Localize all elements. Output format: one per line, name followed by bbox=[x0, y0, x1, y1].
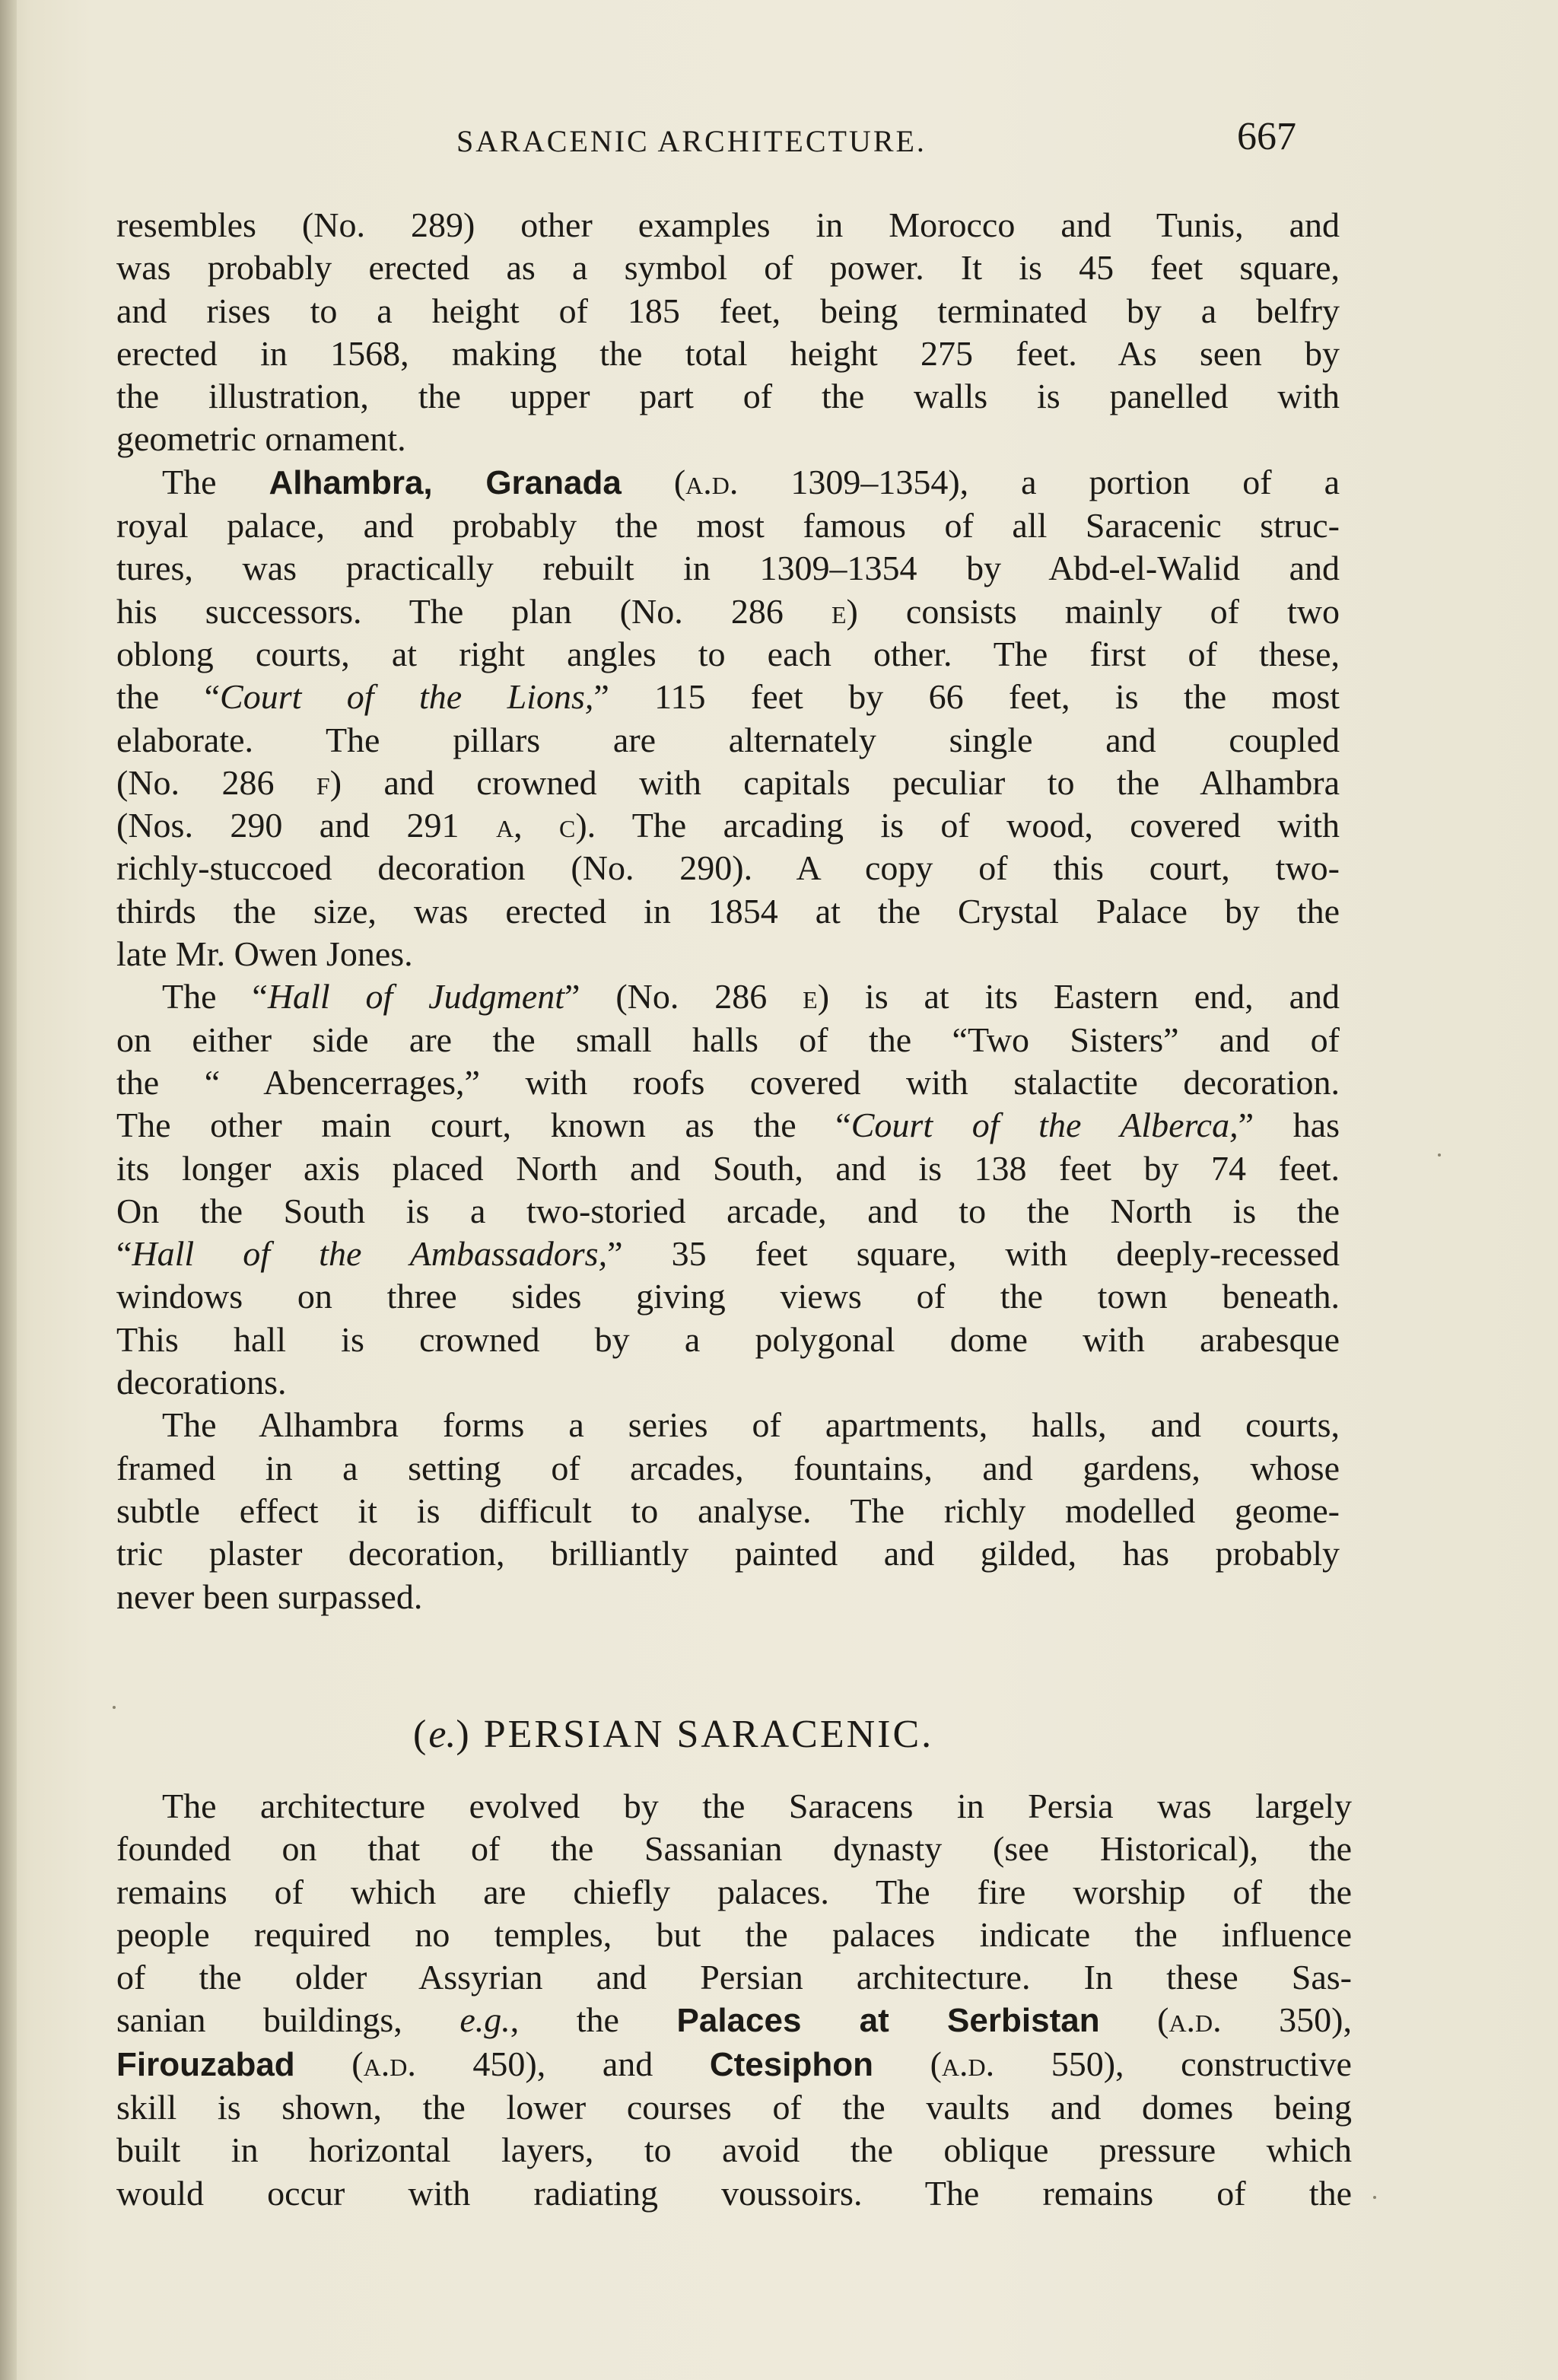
text-line: The other main court, known as the “Court of the Alberca,” has bbox=[116, 1106, 1340, 1145]
text-line: “Hall of the Ambassadors,” 35 feet square, with deeply-recessed bbox=[116, 1234, 1340, 1274]
text-line: richly-stuccoed decoration (No. 290). A copy of this court, two- bbox=[116, 848, 1340, 888]
text-line: the “ Abencerrages,” with roofs covered with stalactite decoration. bbox=[116, 1062, 1340, 1102]
text-line: The “Hall of Judgment” (No. 286 e) is at its Eastern end, and bbox=[162, 977, 1340, 1017]
running-head: SARACENIC ARCHITECTURE. bbox=[456, 124, 927, 158]
lower-text-block bbox=[116, 1785, 1352, 2215]
text-line: late Mr. Owen Jones. bbox=[116, 934, 413, 974]
text-line: remains of which are chiefly palaces. The fire worship of the bbox=[116, 1872, 1352, 1911]
text-line: oblong courts, at right angles to each other. The first of these, bbox=[116, 634, 1340, 673]
text-line: the illustration, the upper part of the walls is panelled with bbox=[116, 377, 1340, 416]
text-line: tric plaster decoration, brilliantly painted and gilded, has probably bbox=[116, 1534, 1340, 1573]
paper-speck bbox=[113, 1706, 116, 1709]
place-name: Palaces at Serbistan bbox=[676, 2002, 1100, 2040]
text-line: decorations. bbox=[116, 1363, 287, 1402]
place-name: Ctesiphon bbox=[709, 2045, 873, 2083]
text-line: This hall is crowned by a polygonal dome with arabesque bbox=[116, 1319, 1340, 1359]
text-line: subtle effect it is difficult to analyse. The richly modelled geome- bbox=[116, 1491, 1340, 1530]
text-line: (No. 286 f) and crowned with capitals peculiar to the Alhambra bbox=[116, 762, 1340, 802]
text-line: The architecture evolved by the Saracens in Persia was largely bbox=[162, 1787, 1352, 1825]
place-name: Firouzabad bbox=[116, 2045, 295, 2083]
text-line: elaborate. The pillars are alternately single and coupled bbox=[116, 720, 1340, 759]
paper-speck bbox=[1373, 2196, 1376, 2199]
text-line: Firouzabad (a.d. 450), and Ctesiphon (a.d. 550), constructive bbox=[116, 2044, 1352, 2083]
text-line: of the older Assyrian and Persian architecture. In these Sas- bbox=[116, 1958, 1352, 1997]
text-line: geometric ornament. bbox=[116, 419, 406, 459]
text-line: tures, was practically rebuilt in 1309–1354 by Abd-el-Walid and bbox=[116, 549, 1340, 588]
text-line: skill is shown, the lower courses of the vaults and domes being bbox=[116, 2088, 1352, 2127]
text-line: founded on that of the Sassanian dynasty (see Historical), the bbox=[116, 1829, 1352, 1869]
place-name: Alhambra, Granada bbox=[269, 463, 622, 501]
text-line: windows on three sides giving views of the town beneath. bbox=[116, 1277, 1340, 1316]
page-number: 667 bbox=[1237, 115, 1296, 158]
text-line: royal palace, and probably the most famous of all Saracenic struc- bbox=[116, 506, 1340, 546]
text-line: sanian buildings, e.g., the Palaces at Serbistan (a.d. 350), bbox=[116, 2000, 1353, 2040]
text-line: never been surpassed. bbox=[116, 1577, 423, 1616]
text-line: framed in a setting of arcades, fountains, and gardens, whose bbox=[116, 1448, 1340, 1488]
paper-speck bbox=[1438, 1153, 1441, 1157]
text-line: on either side are the small halls of the “Two Sisters” and of bbox=[116, 1020, 1340, 1059]
text-line: the “Court of the Lions,” 115 feet by 66 feet, is the most bbox=[116, 677, 1340, 717]
text-line: people required no temples, but the palaces indicate the influence bbox=[116, 1914, 1352, 1954]
text-line: built in horizontal layers, to avoid the oblique pressure which bbox=[116, 2130, 1352, 2170]
text-line: and rises to a height of 185 feet, being terminated by a belfry bbox=[116, 291, 1340, 330]
upper-text-block bbox=[116, 204, 1340, 1618]
text-line: (Nos. 290 and 291 a, c). The arcading is of wood, covered with bbox=[116, 806, 1340, 845]
section-heading: (e.) PERSIAN SARACENIC. bbox=[413, 1713, 934, 1756]
text-line: thirds the size, was erected in 1854 at the Crystal Palace by the bbox=[116, 891, 1340, 931]
text-line: The Alhambra, Granada (a.d. 1309–1354), a portion of a bbox=[162, 462, 1340, 501]
text-line: would occur with radiating voussoirs. The remains of the bbox=[116, 2173, 1352, 2213]
text-line: The Alhambra forms a series of apartments, halls, and courts, bbox=[162, 1405, 1340, 1445]
text-line: On the South is a two-storied arcade, and to the North is the bbox=[116, 1191, 1340, 1230]
text-line: resembles (No. 289) other examples in Morocco and Tunis, and bbox=[116, 205, 1340, 244]
page-binding-edge bbox=[0, 0, 17, 2380]
text-line: erected in 1568, making the total height 275 feet. As seen by bbox=[116, 333, 1340, 373]
text-line: its longer axis placed North and South, and is 138 feet by 74 feet. bbox=[116, 1148, 1340, 1188]
text-line: his successors. The plan (No. 286 e) consists mainly of two bbox=[116, 591, 1340, 631]
text-line: was probably erected as a symbol of power. It is 45 feet square, bbox=[116, 248, 1340, 288]
